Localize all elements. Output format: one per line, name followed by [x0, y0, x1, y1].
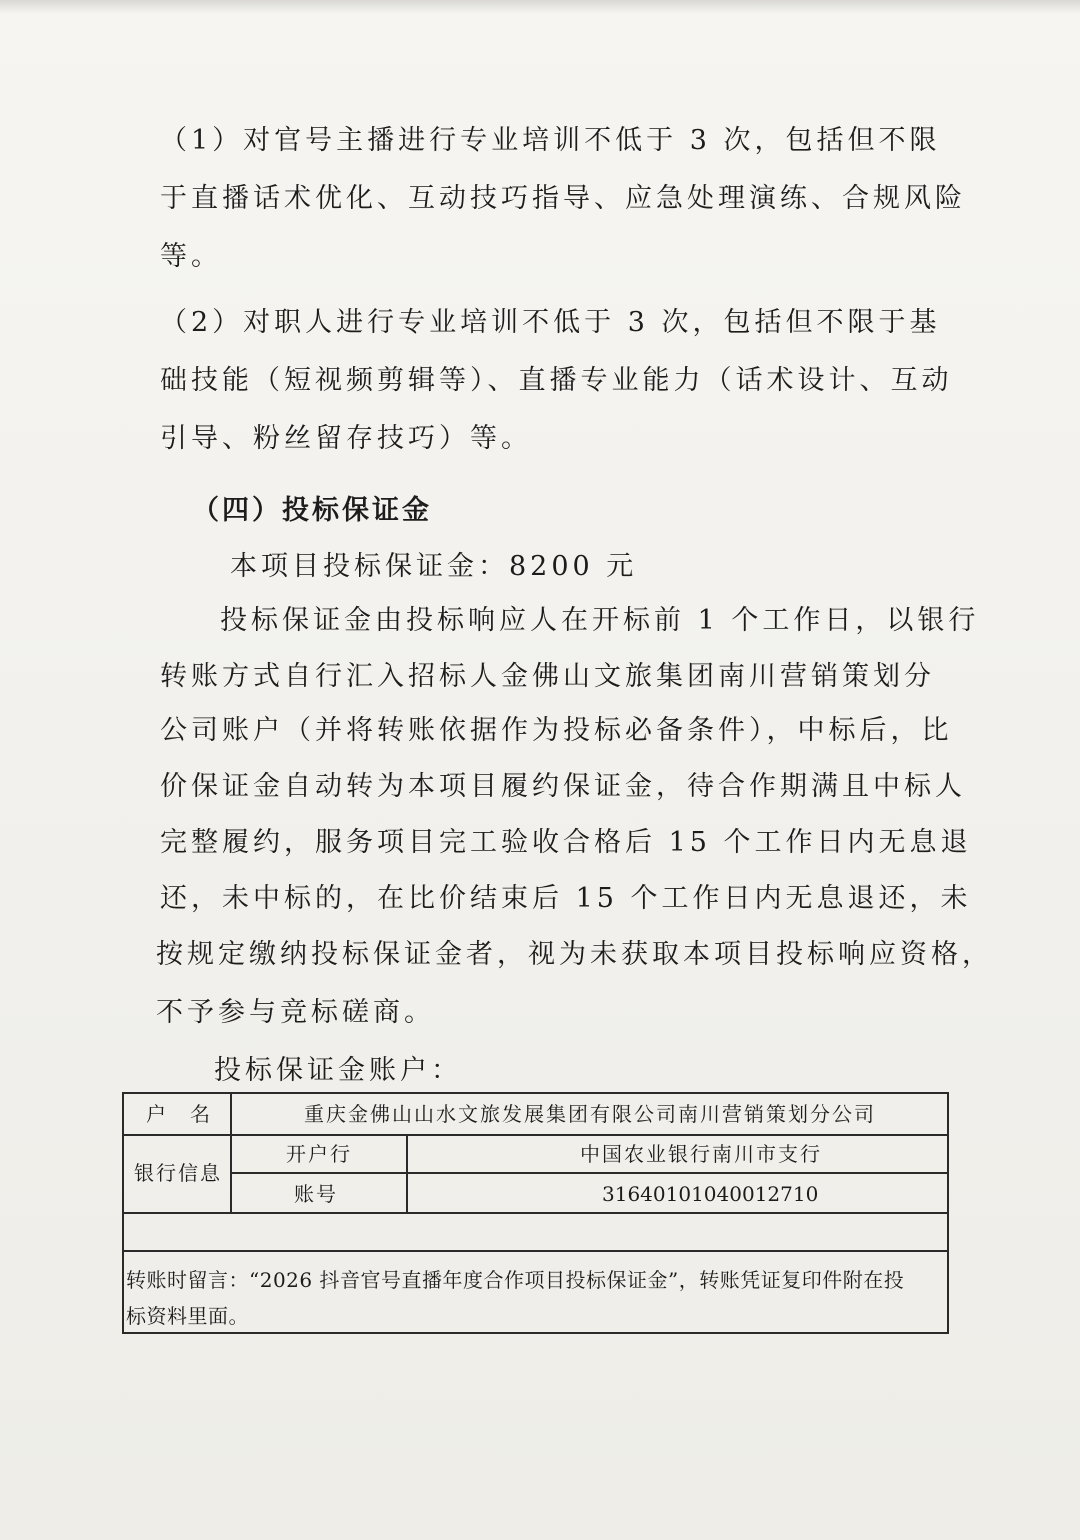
account-no-label: 账号 — [294, 1182, 338, 1206]
table-rule-4 — [124, 1250, 947, 1252]
item1-line1: （1）对官号主播进行专业培训不低于 3 次，包括但不限 — [160, 125, 941, 156]
item1-line3: 等。 — [160, 241, 222, 272]
deposit-amount-line: 本项目投标保证金：8200 元 — [230, 551, 638, 582]
item2-line2: 础技能（短视频剪辑等）、直播专业能力（话术设计、互动 — [160, 365, 953, 396]
table-rule-3 — [124, 1212, 947, 1214]
item1-line2: 于直播话术优化、互动技巧指导、应急处理演练、合规风险 — [160, 183, 966, 214]
bank-info-label: 银行信息 — [134, 1161, 222, 1185]
section4-heading: （四）投标保证金 — [192, 495, 432, 526]
transfer-note-line2: 标资料里面。 — [126, 1304, 249, 1328]
account-table — [122, 1092, 949, 1334]
deposit-para-line3: 公司账户（并将转账依据作为投标必备条件），中标后，比 — [160, 715, 953, 746]
table-col-rule-1 — [230, 1094, 232, 1212]
deposit-account-label: 投标保证金账户： — [214, 1055, 462, 1086]
deposit-para-line8: 不予参与竞标磋商。 — [156, 997, 435, 1028]
deposit-para-line1: 投标保证金由投标响应人在开标前 1 个工作日，以银行 — [220, 605, 980, 636]
bank-value: 中国农业银行南川市支行 — [580, 1142, 822, 1166]
account-no-value: 31640101040012710 — [602, 1182, 819, 1206]
table-rule-2 — [230, 1172, 947, 1174]
table-col-rule-2 — [406, 1134, 408, 1212]
bank-label: 开户行 — [286, 1142, 352, 1166]
deposit-para-line2: 转账方式自行汇入招标人金佛山文旅集团南川营销策划分 — [160, 661, 935, 692]
table-rule-1 — [124, 1134, 947, 1136]
item2-line3: 引导、粉丝留存技巧）等。 — [160, 423, 532, 454]
deposit-para-line4: 价保证金自动转为本项目履约保证金，待合作期满且中标人 — [160, 771, 966, 802]
deposit-para-line5: 完整履约，服务项目完工验收合格后 15 个工作日内无息退 — [160, 827, 972, 858]
account-name-label: 户 名 — [146, 1102, 212, 1126]
deposit-para-line6: 还，未中标的，在比价结束后 15 个工作日内无息退还，未 — [160, 883, 972, 914]
transfer-note-line1: 转账时留言：“2026 抖音官号直播年度合作项目投标保证金”，转账凭证复印件附在投 — [126, 1268, 905, 1292]
item2-line1: （2）对职人进行专业培训不低于 3 次，包括但不限于基 — [160, 307, 941, 338]
deposit-para-line7: 按规定缴纳投标保证金者，视为未获取本项目投标响应资格， — [156, 939, 993, 970]
account-name-value: 重庆金佛山山水文旅发展集团有限公司南川营销策划分公司 — [304, 1102, 876, 1126]
scan-top-edge — [0, 0, 1080, 14]
